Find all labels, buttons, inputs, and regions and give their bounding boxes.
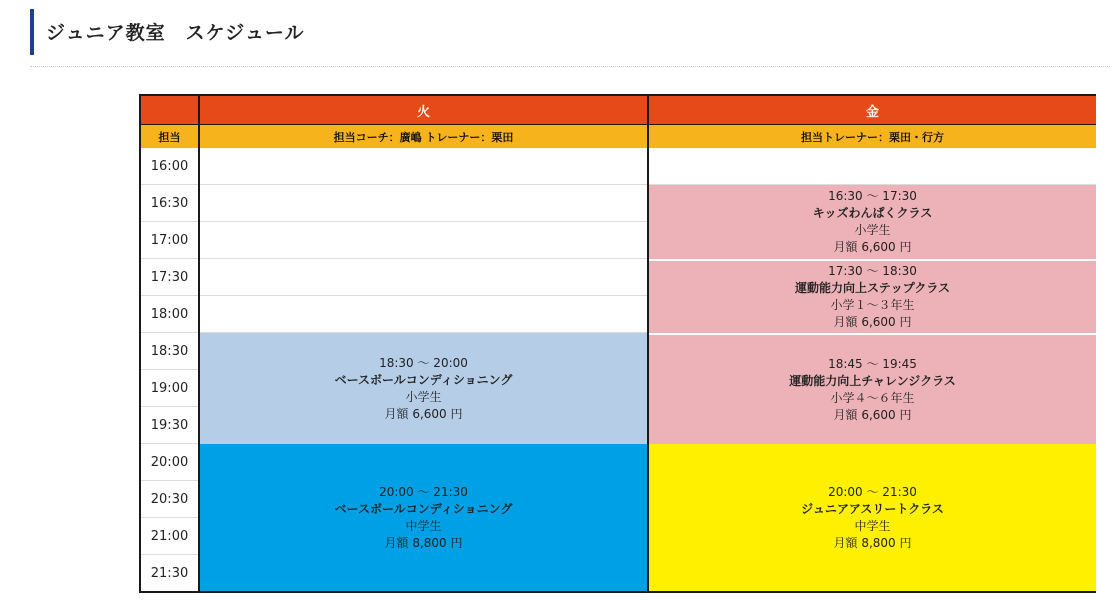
class-name: 運動能力向上チャレンジクラス [789, 373, 956, 388]
empty-slot [200, 148, 647, 185]
coach-tuesday: 担当コーチ：廣嶋 トレーナー：栗田 [200, 125, 647, 148]
header-row-divider [141, 124, 1096, 125]
time-slot: 19:00 [141, 370, 198, 407]
empty-slot [200, 222, 647, 259]
time-slot: 16:30 [141, 185, 198, 222]
class-price: 月額 8,800 円 [833, 535, 912, 550]
day-header-tuesday: 火 [200, 96, 647, 124]
time-slot: 17:30 [141, 259, 198, 296]
class-price: 月額 6,600 円 [833, 407, 912, 422]
header-divider [30, 66, 1110, 67]
day-header-friday: 金 [649, 96, 1096, 124]
time-slot: 20:00 [141, 444, 198, 481]
class-time: 18:30 〜 20:00 [379, 355, 468, 370]
class-price: 月額 6,600 円 [384, 406, 463, 421]
class-target: 小学４〜６年生 [830, 390, 915, 405]
time-slot: 18:30 [141, 333, 198, 370]
class-name: 運動能力向上ステップクラス [794, 281, 951, 295]
empty-slot [200, 259, 647, 296]
class-target: 小学生 [405, 389, 442, 404]
empty-slot [200, 296, 647, 333]
class-name: ジュニアアスリートクラス [801, 501, 944, 516]
class-time: 16:30 〜 17:30 [828, 189, 917, 203]
class-block-baseball-junior-high [200, 444, 647, 591]
coach-friday: 担当トレーナー：栗田・行方 [649, 125, 1096, 148]
class-block-baseball-elementary [200, 333, 647, 444]
empty-slot [649, 148, 1096, 185]
time-slot: 21:00 [141, 518, 198, 555]
class-target: 小学生 [854, 223, 891, 237]
column-divider [198, 96, 200, 591]
time-slot: 16:00 [141, 148, 198, 185]
class-time: 18:45 〜 19:45 [828, 356, 917, 371]
column-divider [647, 96, 649, 591]
class-target: 中学生 [854, 518, 891, 533]
class-price: 月額 6,600 円 [833, 240, 912, 254]
class-block-kids [649, 185, 1096, 259]
class-name: キッズわんぱくクラス [812, 206, 933, 220]
page-header [30, 9, 1110, 55]
page-title: ジュニア教室 スケジュール [46, 22, 305, 44]
class-block-junior-athlete [649, 444, 1096, 591]
time-slot: 18:00 [141, 296, 198, 333]
class-price: 月額 6,600 円 [833, 315, 912, 329]
time-slot: 21:30 [141, 555, 198, 591]
class-target: 小学１〜３年生 [830, 298, 915, 312]
class-block-challenge [649, 335, 1096, 444]
class-time: 17:30 〜 18:30 [828, 264, 917, 278]
time-slot: 20:30 [141, 481, 198, 518]
header-accent-bar [30, 9, 34, 55]
class-price: 月額 8,800 円 [384, 535, 463, 550]
corner-cell [141, 96, 198, 124]
class-name: ベースボールコンディショニング [334, 372, 513, 387]
class-time: 20:00 〜 21:30 [379, 484, 468, 499]
class-block-step [649, 261, 1096, 333]
class-time: 20:00 〜 21:30 [828, 484, 917, 499]
class-target: 中学生 [405, 518, 442, 533]
staff-label: 担当 [141, 125, 198, 148]
schedule-table [139, 94, 1096, 593]
class-name: ベースボールコンディショニング [334, 501, 513, 516]
time-slot: 17:00 [141, 222, 198, 259]
time-slot: 19:30 [141, 407, 198, 444]
empty-slot [200, 185, 647, 222]
